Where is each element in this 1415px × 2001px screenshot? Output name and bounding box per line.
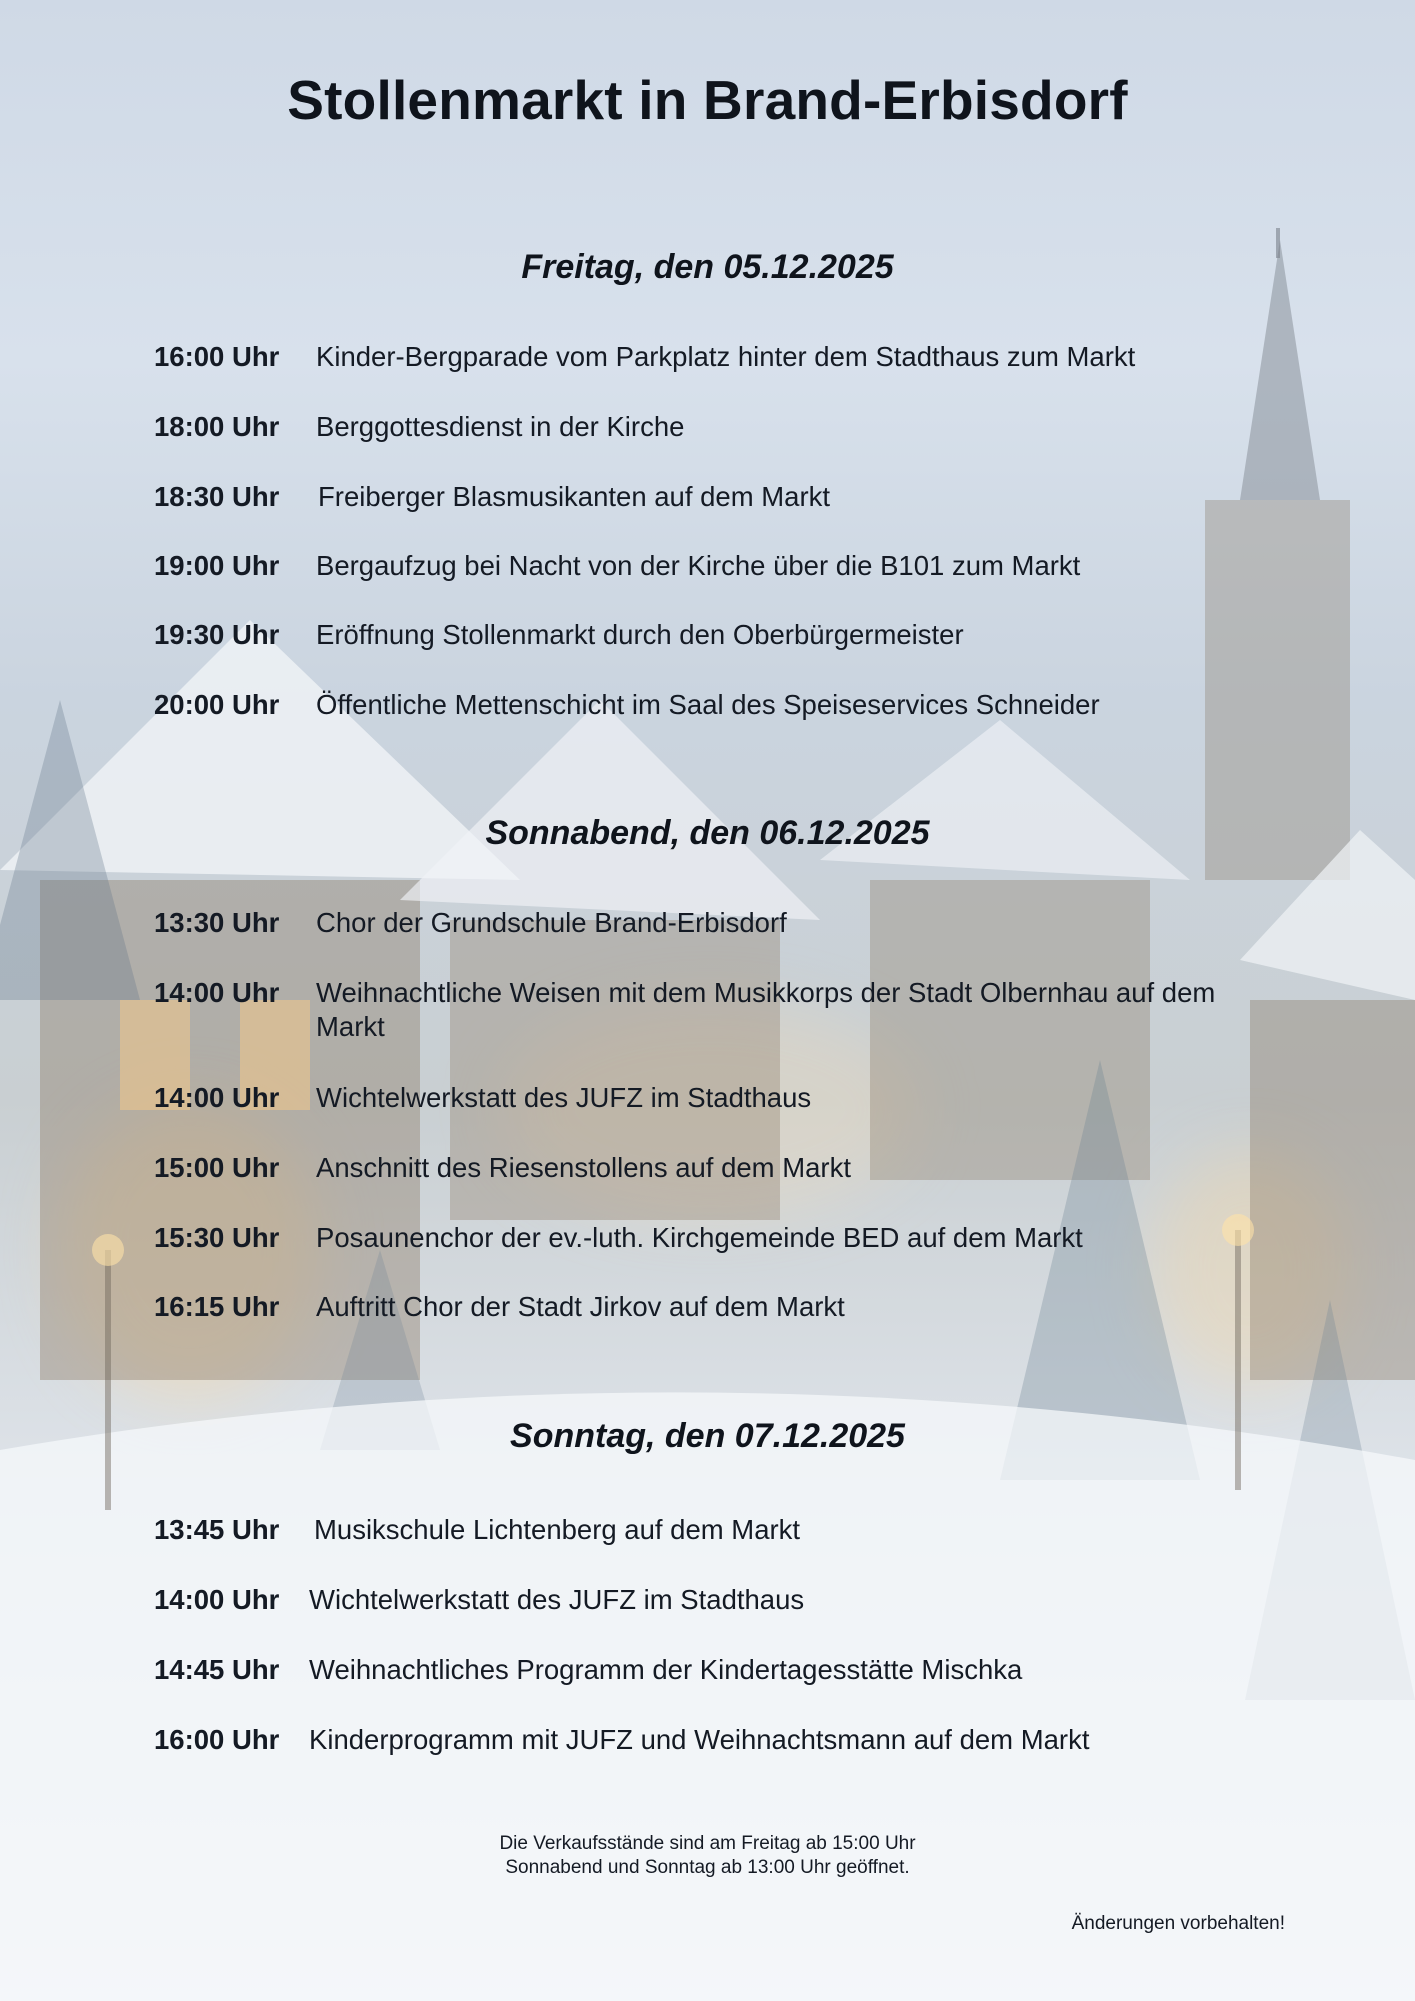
event-time: 13:30 Uhr [154, 907, 280, 938]
event-description: Musikschule Lichtenberg auf dem Markt [314, 1514, 801, 1545]
opening-hours-note [0, 1832, 1415, 1880]
event-description: Freiberger Blasmusikanten auf dem Markt [318, 481, 831, 512]
event-description: Anschnitt des Riesenstollens auf dem Markt [316, 1152, 851, 1183]
event-description: Weihnachtliche Weisen mit dem Musikkorps der Stadt Olbernhau auf dem Markt [316, 977, 1216, 1042]
event-description: Öffentliche Mettenschicht im Saal des Speiseservices Schneider [316, 689, 1100, 720]
day-heading-sunday: Sonntag, den 07.12.2025 [510, 1417, 905, 1455]
day-heading-friday: Freitag, den 05.12.2025 [521, 248, 894, 286]
changes-disclaimer: Änderungen vorbehalten! [1071, 1913, 1285, 1934]
day-heading-saturday: Sonnabend, den 06.12.2025 [485, 814, 930, 852]
event-time: 19:30 Uhr [154, 619, 280, 650]
event-description: Kinderprogramm mit JUFZ und Weihnachtsmann auf dem Markt [309, 1724, 1090, 1755]
event-description: Wichtelwerkstatt des JUFZ im Stadthaus [316, 1082, 812, 1113]
event-time: 15:30 Uhr [154, 1222, 280, 1253]
event-description: Kinder-Bergparade vom Parkplatz hinter dem Stadthaus zum Markt [316, 341, 1136, 372]
opening-hours-line: Sonnabend und Sonntag ab 13:00 Uhr geöffnet. [505, 1857, 910, 1878]
event-time: 14:45 Uhr [154, 1654, 280, 1685]
event-time: 14:00 Uhr [154, 1082, 280, 1113]
event-description: Berggottesdienst in der Kirche [316, 411, 685, 442]
event-time: 16:15 Uhr [154, 1291, 280, 1322]
event-time: 13:45 Uhr [154, 1514, 280, 1545]
event-time: 18:30 Uhr [154, 481, 280, 512]
opening-hours-line: Die Verkaufsstände sind am Freitag ab 15:00 Uhr [499, 1833, 916, 1854]
event-description: Chor der Grundschule Brand-Erbisdorf [316, 907, 787, 938]
event-time: 14:00 Uhr [154, 1584, 280, 1615]
event-time: 19:00 Uhr [154, 550, 280, 581]
event-time: 20:00 Uhr [154, 689, 280, 720]
event-description: Wichtelwerkstatt des JUFZ im Stadthaus [309, 1584, 805, 1615]
event-time: 14:00 Uhr [154, 977, 280, 1008]
event-description: Posaunenchor der ev.-luth. Kirchgemeinde BED auf dem Markt [316, 1222, 1083, 1253]
event-time: 16:00 Uhr [154, 1724, 280, 1755]
event-time: 18:00 Uhr [154, 411, 280, 442]
event-time: 16:00 Uhr [154, 341, 280, 372]
event-description: Auftritt Chor der Stadt Jirkov auf dem Markt [316, 1291, 845, 1322]
event-time: 15:00 Uhr [154, 1152, 280, 1183]
poster-title: Stollenmarkt in Brand-Erbisdorf [287, 69, 1128, 131]
event-description: Eröffnung Stollenmarkt durch den Oberbürgermeister [316, 619, 964, 650]
event-description: Bergaufzug bei Nacht von der Kirche über die B101 zum Markt [316, 550, 1081, 581]
event-description: Weihnachtliches Programm der Kindertagesstätte Mischka [309, 1654, 1023, 1685]
